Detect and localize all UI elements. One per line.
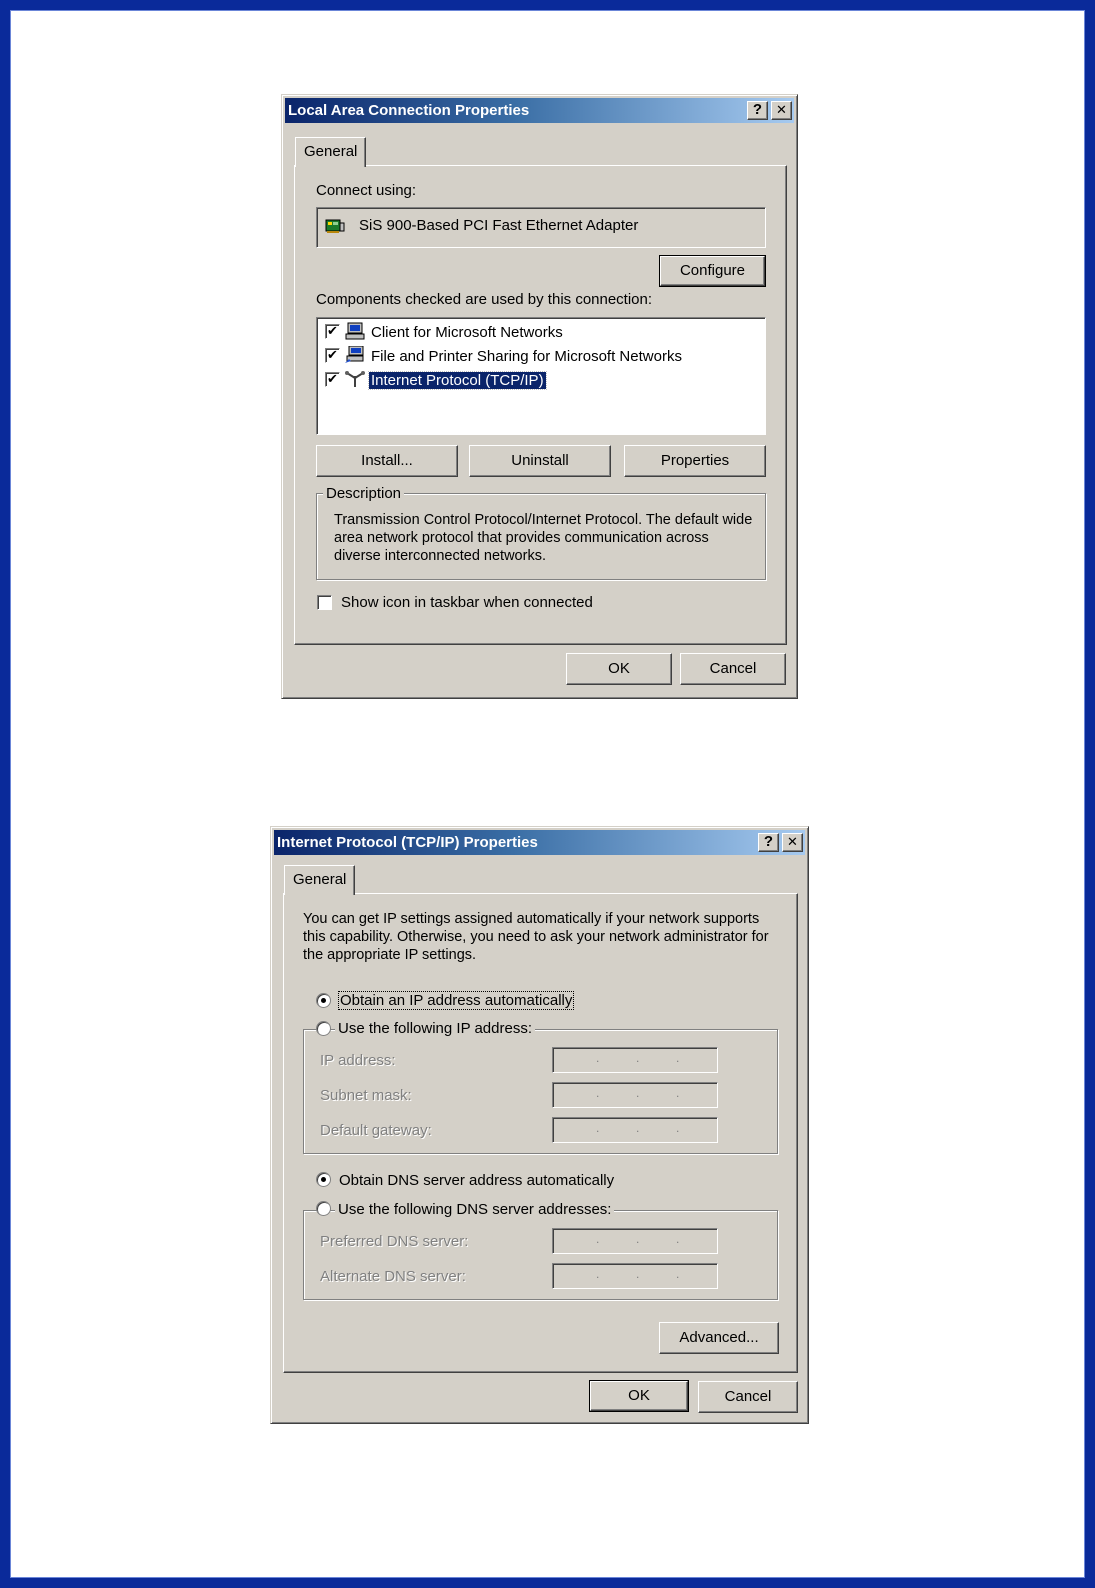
tcpip-properties-dialog bbox=[270, 826, 809, 1424]
client-label: Client for Microsoft Networks bbox=[371, 324, 563, 341]
network-card-icon bbox=[325, 217, 345, 235]
network-client-icon bbox=[345, 322, 365, 340]
client-checkbox[interactable]: ✔ bbox=[325, 324, 340, 339]
properties-button[interactable]: Properties bbox=[624, 445, 766, 477]
file-printer-sharing-icon bbox=[345, 346, 365, 364]
preferred-dns-label: Preferred DNS server: bbox=[320, 1233, 469, 1250]
ip-address-label: IP address: bbox=[320, 1052, 396, 1069]
file-printer-checkbox[interactable]: ✔ bbox=[325, 348, 340, 363]
tab-general[interactable]: General bbox=[284, 865, 355, 895]
connect-using-label: Connect using: bbox=[316, 182, 417, 199]
close-button[interactable]: ✕ bbox=[771, 101, 792, 120]
default-gateway-field[interactable]: . . . bbox=[552, 1117, 718, 1143]
cancel-button[interactable]: Cancel bbox=[698, 1381, 798, 1413]
dialog-title: Local Area Connection Properties bbox=[288, 102, 530, 119]
alternate-dns-label: Alternate DNS server: bbox=[320, 1268, 466, 1285]
intro-text: You can get IP settings assigned automatically if your network supports this capability. Otherwise, you need to ask your network administrator for the appropriate IP settings. bbox=[303, 911, 769, 963]
help-button[interactable]: ? bbox=[747, 101, 768, 120]
uninstall-button[interactable]: Uninstall bbox=[469, 445, 611, 477]
close-button[interactable]: ✕ bbox=[782, 833, 803, 852]
dialog-titlebar[interactable] bbox=[274, 830, 805, 855]
tab-general[interactable]: General bbox=[295, 137, 366, 167]
help-button[interactable]: ? bbox=[758, 833, 779, 852]
protocol-icon bbox=[345, 370, 365, 388]
ok-button[interactable]: OK bbox=[566, 653, 672, 685]
show-icon-label: Show icon in taskbar when connected bbox=[341, 594, 593, 611]
adapter-field bbox=[316, 207, 766, 248]
use-following-ip-radio[interactable] bbox=[316, 1021, 331, 1036]
file-printer-label: File and Printer Sharing for Microsoft Networks bbox=[371, 348, 682, 365]
use-following-dns-radio[interactable] bbox=[316, 1201, 331, 1216]
obtain-ip-auto-radio[interactable] bbox=[316, 993, 331, 1008]
configure-button[interactable]: Configure bbox=[660, 256, 765, 286]
ip-address-field[interactable]: . . . bbox=[552, 1047, 718, 1073]
description-title: Description bbox=[323, 485, 404, 502]
tcpip-checkbox[interactable]: ✔ bbox=[325, 372, 340, 387]
ok-button[interactable]: OK bbox=[590, 1381, 688, 1411]
dialog-title: Internet Protocol (TCP/IP) Properties bbox=[277, 834, 538, 851]
components-list[interactable] bbox=[316, 317, 766, 435]
description-text: Transmission Control Protocol/Internet Protocol. The default wide area network protocol that provides communication across diverse interconnected networks. bbox=[334, 512, 753, 564]
show-icon-checkbox[interactable] bbox=[317, 595, 332, 610]
subnet-mask-field[interactable]: . . . bbox=[552, 1082, 718, 1108]
use-following-dns-label[interactable]: Use the following DNS server addresses: bbox=[335, 1201, 614, 1218]
cancel-button[interactable]: Cancel bbox=[680, 653, 786, 685]
use-following-ip-label[interactable]: Use the following IP address: bbox=[335, 1020, 535, 1037]
obtain-dns-auto-label[interactable]: Obtain DNS server address automatically bbox=[339, 1172, 615, 1189]
tcpip-label: Internet Protocol (TCP/IP) bbox=[371, 372, 544, 389]
preferred-dns-field[interactable]: . . . bbox=[552, 1228, 718, 1254]
install-button[interactable]: Install... bbox=[316, 445, 458, 477]
obtain-dns-auto-radio[interactable] bbox=[316, 1172, 331, 1187]
advanced-button[interactable]: Advanced... bbox=[659, 1322, 779, 1354]
components-label: Components checked are used by this connection: bbox=[316, 291, 653, 308]
subnet-mask-label: Subnet mask: bbox=[320, 1087, 412, 1104]
dialog-titlebar[interactable] bbox=[285, 98, 794, 123]
obtain-ip-auto-label[interactable]: Obtain an IP address automatically bbox=[340, 992, 573, 1009]
alternate-dns-field[interactable]: . . . bbox=[552, 1263, 718, 1289]
default-gateway-label: Default gateway: bbox=[320, 1122, 432, 1139]
local-area-connection-properties-dialog bbox=[281, 94, 798, 699]
adapter-name: SiS 900-Based PCI Fast Ethernet Adapter bbox=[359, 217, 639, 234]
